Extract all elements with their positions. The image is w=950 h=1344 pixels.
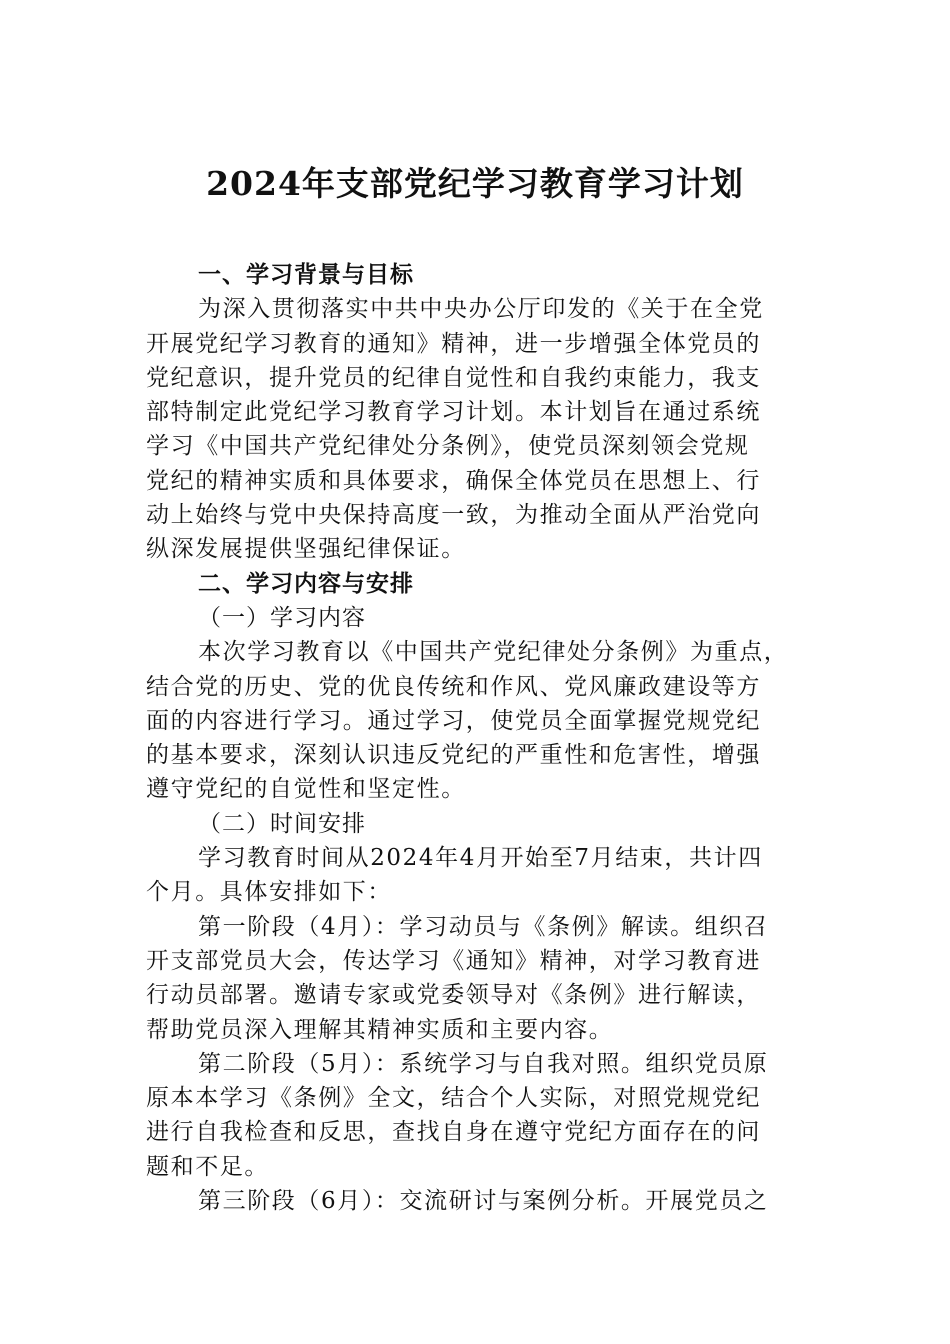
paragraph-line: 学习《中国共产党纪律处分条例》，使党员深刻领会党规 bbox=[146, 433, 750, 460]
document-title: 2024年支部党纪学习教育学习计划 bbox=[206, 164, 744, 203]
paragraph-line: 的基本要求，深刻认识违反党纪的严重性和危害性，增强 bbox=[146, 742, 761, 769]
paragraph-line: 第一阶段（4月）：学习动员与《条例》解读。组织召 bbox=[198, 913, 769, 940]
paragraph-line: 遵守党纪的自觉性和坚定性。 bbox=[146, 776, 466, 803]
paragraph-line: 党纪的精神实质和具体要求，确保全体党员在思想上、行 bbox=[146, 467, 761, 494]
paragraph-line: 纵深发展提供坚强纪律保证。 bbox=[146, 536, 466, 563]
paragraph-line: 开支部党员大会，传达学习《通知》精神，对学习教育进 bbox=[146, 947, 761, 974]
paragraph-line: 题和不足。 bbox=[146, 1153, 269, 1180]
paragraph-line: 党纪意识，提升党员的纪律自觉性和自我约束能力，我支 bbox=[146, 364, 761, 391]
paragraph-line: 结合党的历史、党的优良传统和作风、党风廉政建设等方 bbox=[146, 673, 761, 700]
paragraph-line: 第二阶段（5月）：系统学习与自我对照。组织党员原 bbox=[198, 1050, 769, 1077]
paragraph-line: 面的内容进行学习。通过学习，使党员全面掌握党规党纪 bbox=[146, 707, 761, 734]
paragraph-line: 动上始终与党中央保持高度一致，为推动全面从严治党向 bbox=[146, 502, 761, 529]
paragraph-line: 学习教育时间从2024年4月开始至7月结束，共计四 bbox=[198, 845, 763, 872]
paragraph-line: 开展党纪学习教育的通知》精神，进一步增强全体党员的 bbox=[146, 330, 761, 357]
subsection-heading-2: （二）时间安排 bbox=[198, 810, 366, 837]
paragraph-line: 个月。具体安排如下： bbox=[146, 879, 392, 906]
paragraph-line: 行动员部署。邀请专家或党委领导对《条例》进行解读， bbox=[146, 982, 761, 1009]
paragraph-line: 第三阶段（6月）：交流研讨与案例分析。开展党员之 bbox=[198, 1188, 769, 1215]
section-heading-1: 一、学习背景与目标 bbox=[198, 261, 414, 288]
paragraph-line: 原本本学习《条例》全文，结合个人实际，对照党规党纪 bbox=[146, 1085, 761, 1112]
subsection-heading-1: （一）学习内容 bbox=[198, 604, 366, 631]
paragraph-line: 本次学习教育以《中国共产党纪律处分条例》为重点， bbox=[198, 639, 789, 666]
paragraph-line: 部特制定此党纪学习教育学习计划。本计划旨在通过系统 bbox=[146, 399, 761, 426]
section-heading-2: 二、学习内容与安排 bbox=[198, 569, 414, 597]
paragraph-line: 为深入贯彻落实中共中央办公厅印发的《关于在全党 bbox=[198, 296, 764, 323]
document-body bbox=[146, 258, 806, 1218]
paragraph-line: 帮助党员深入理解其精神实质和主要内容。 bbox=[146, 1016, 614, 1043]
paragraph-line: 进行自我检查和反思，查找自身在遵守党纪方面存在的问 bbox=[146, 1119, 761, 1146]
